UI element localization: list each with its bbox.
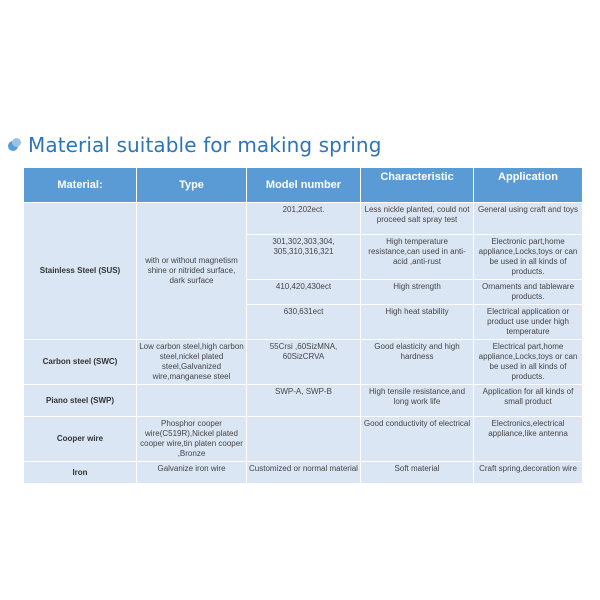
- model-cell: SWP-A, SWP-B: [247, 385, 361, 417]
- model-cell: 201,202ect.: [247, 203, 361, 235]
- application-cell: Application for all kinds of small product: [474, 385, 583, 417]
- application-cell: General using craft and toys: [474, 203, 583, 235]
- model-cell: 410,420,430ect: [247, 280, 361, 305]
- bubble-bullet-icon: [8, 138, 22, 152]
- table-header-row: [24, 168, 583, 203]
- header-material: Material:: [24, 168, 137, 203]
- model-cell: Customized or normal material: [247, 462, 361, 484]
- material-cell: Carbon steel (SWC): [24, 340, 137, 385]
- type-cell: with or without magnetism shine or nitrided surface, dark surface: [137, 203, 247, 340]
- characteristic-cell: Soft material: [361, 462, 474, 484]
- model-cell: 55Crsi ,60SizMNA, 60SizCRVA: [247, 340, 361, 385]
- header-characteristic: Characteristic: [361, 168, 474, 203]
- characteristic-cell: Good elasticity and high hardness: [361, 340, 474, 385]
- header-application: Application: [474, 168, 583, 203]
- material-cell: Piano steel (SWP): [24, 385, 137, 417]
- model-cell: 630,631ect: [247, 305, 361, 340]
- characteristic-cell: High tensile resistance,and long work life: [361, 385, 474, 417]
- table-row: [24, 385, 583, 417]
- model-cell: [247, 417, 361, 462]
- application-cell: Electrical part,home appliance,Locks,toys or can be used in all kinds of products.: [474, 340, 583, 385]
- characteristic-cell: High strength: [361, 280, 474, 305]
- page-title: Material suitable for making spring: [28, 133, 382, 157]
- header-type: Type: [137, 168, 247, 203]
- model-cell: 301,302,303,304, 305,310,316,321: [247, 235, 361, 280]
- application-cell: Electrical application or product use under high temperature: [474, 305, 583, 340]
- application-cell: Ornaments and tableware products.: [474, 280, 583, 305]
- application-cell: Electronics,electrical appliance,like antenna: [474, 417, 583, 462]
- application-cell: Electronic part,home appliance,Locks,toys or can be used in all kinds of products.: [474, 235, 583, 280]
- table-row: [24, 462, 583, 484]
- title-row: [8, 130, 382, 160]
- application-cell: Craft spring,decoration wire: [474, 462, 583, 484]
- header-model-number: Model number: [247, 168, 361, 203]
- characteristic-cell: High heat stability: [361, 305, 474, 340]
- type-cell: [137, 385, 247, 417]
- table-row: [24, 340, 583, 385]
- type-cell: Low carbon steel,high carbon steel,nickel plated steel,Galvanized wire,manganese steel: [137, 340, 247, 385]
- material-cell: Stainless Steel (SUS): [24, 203, 137, 340]
- type-cell: Phosphor cooper wire(C519R),Nickel plated cooper wire,tin platen cooper ,Bronze: [137, 417, 247, 462]
- characteristic-cell: High temperature resistance,can used in anti-acid ,anti-rust: [361, 235, 474, 280]
- characteristic-cell: Less nickle planted, could not proceed salt spray test: [361, 203, 474, 235]
- characteristic-cell: Good conductivity of electrical: [361, 417, 474, 462]
- materials-table: [23, 167, 583, 484]
- material-cell: Cooper wire: [24, 417, 137, 462]
- table-row: [24, 203, 583, 235]
- type-cell: Galvanize iron wire: [137, 462, 247, 484]
- material-cell: Iron: [24, 462, 137, 484]
- table-row: [24, 417, 583, 462]
